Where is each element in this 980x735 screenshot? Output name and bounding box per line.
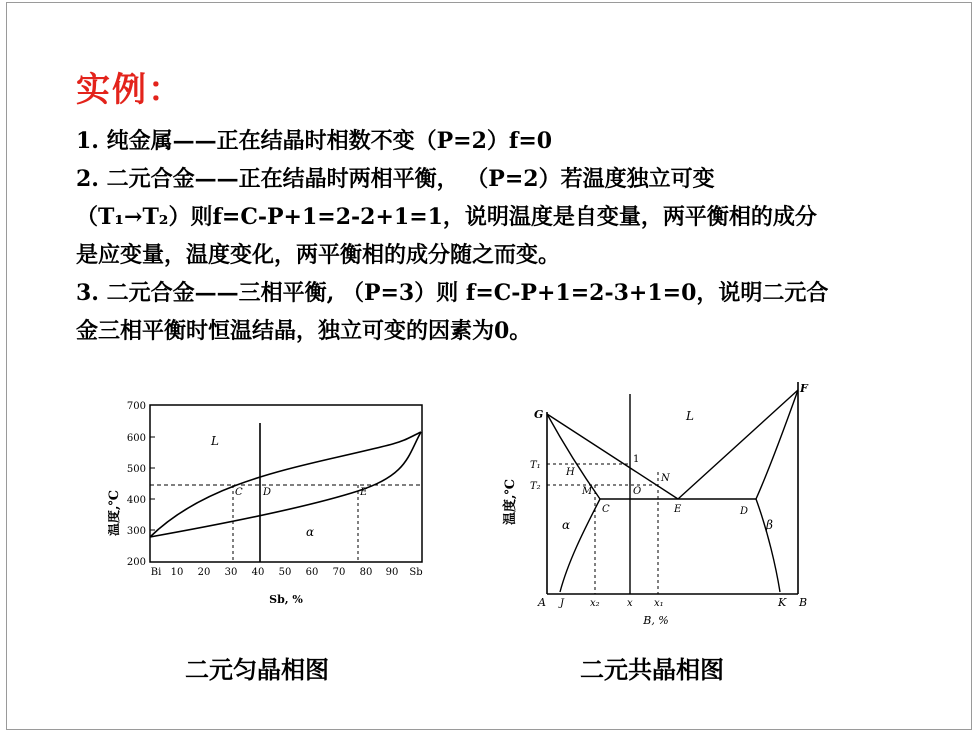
right-label-n: N <box>661 473 670 484</box>
right-label-h: H <box>566 467 575 478</box>
solidus-right <box>756 390 798 499</box>
paragraph-1: 1. 纯金属——正在结晶时相数不变（P=2）f=0 <box>76 128 553 154</box>
left-ytick-600: 600 <box>126 433 146 444</box>
left-plot-frame <box>150 405 422 562</box>
right-label-x: x <box>627 598 633 609</box>
left-label-liquid: L <box>211 434 219 448</box>
left-ytick-200: 200 <box>126 557 146 568</box>
liquidus-right <box>678 390 798 499</box>
left-xtick-sb: Sb <box>409 567 423 578</box>
left-label-e: E <box>360 487 368 498</box>
right-label-m: M <box>582 486 593 497</box>
left-ytick-300: 300 <box>126 526 146 537</box>
left-ylabel: 温度,℃ <box>108 489 122 537</box>
left-ytick-400: 400 <box>126 495 146 506</box>
paragraph-2-line-2: （T₁→T₂）则f=C-P+1=2-2+1=1，说明温度是自变量，两平衡相的成分 <box>76 204 817 230</box>
left-xtick-30: 30 <box>224 567 238 578</box>
right-label-o: O <box>633 486 642 497</box>
paragraph-2-line-1: 2. 二元合金——正在结晶时两相平衡， （P=2）若温度独立可变 <box>76 166 715 192</box>
right-ylabel: 温度,℃ <box>503 478 518 526</box>
left-xlabel: Sb, % <box>269 593 303 606</box>
left-xtick-20: 20 <box>197 567 211 578</box>
paragraph-2-line-3: 是应变量，温度变化，两平衡相的成分随之而变。 <box>76 242 561 268</box>
eutectic-diagram <box>498 372 828 632</box>
slide-title: 实例： <box>76 70 184 110</box>
right-label-d: D <box>740 506 749 517</box>
right-label-j: J <box>560 598 565 609</box>
left-xtick-90: 90 <box>385 567 399 578</box>
isomorphous-diagram <box>108 395 438 620</box>
solvus-right <box>756 499 780 592</box>
right-label-e: E <box>674 504 682 515</box>
right-xlabel: B, % <box>643 614 669 627</box>
left-ytick-700: 700 <box>126 401 146 412</box>
right-label-alpha: α <box>562 518 571 532</box>
right-label-one: 1 <box>633 454 640 465</box>
left-xtick-40: 40 <box>251 567 265 578</box>
slide-body <box>76 122 926 350</box>
solvus-left <box>560 499 600 592</box>
left-xtick-60: 60 <box>305 567 319 578</box>
right-label-a: A <box>538 596 546 609</box>
right-label-b: B <box>799 596 808 609</box>
left-xtick-10: 10 <box>170 567 184 578</box>
isomorphous-diagram-svg <box>108 395 438 620</box>
paragraph-3-line-2: 金三相平衡时恒温结晶，独立可变的因素为0。 <box>76 318 532 344</box>
right-caption: 二元共晶相图 <box>580 656 724 684</box>
right-label-t2: T₂ <box>530 481 541 492</box>
right-label-f: F <box>800 382 808 395</box>
right-label-x1: x₁ <box>654 598 664 609</box>
left-ytick-500: 500 <box>126 464 146 475</box>
right-label-x2: x₂ <box>590 598 600 609</box>
left-label-c: C <box>235 487 243 498</box>
right-label-g: G <box>534 408 544 421</box>
right-label-beta: β <box>766 518 773 532</box>
right-label-k: K <box>778 596 787 609</box>
left-label-d: D <box>263 487 272 498</box>
left-xtick-50: 50 <box>278 567 292 578</box>
left-xtick-80: 80 <box>359 567 373 578</box>
left-caption: 二元匀晶相图 <box>185 656 329 684</box>
left-xtick-70: 70 <box>332 567 346 578</box>
paragraph-3-line-1: 3. 二元合金——三相平衡, （P=3）则 f=C-P+1=2-3+1=0，说明二元合 <box>76 280 829 306</box>
left-label-alpha: α <box>306 525 315 539</box>
right-label-t1: T₁ <box>530 460 541 471</box>
right-label-liquid: L <box>686 409 694 423</box>
right-label-c: C <box>602 504 610 515</box>
eutectic-diagram-svg <box>498 372 828 632</box>
left-xtick-bi: Bi <box>150 567 162 578</box>
